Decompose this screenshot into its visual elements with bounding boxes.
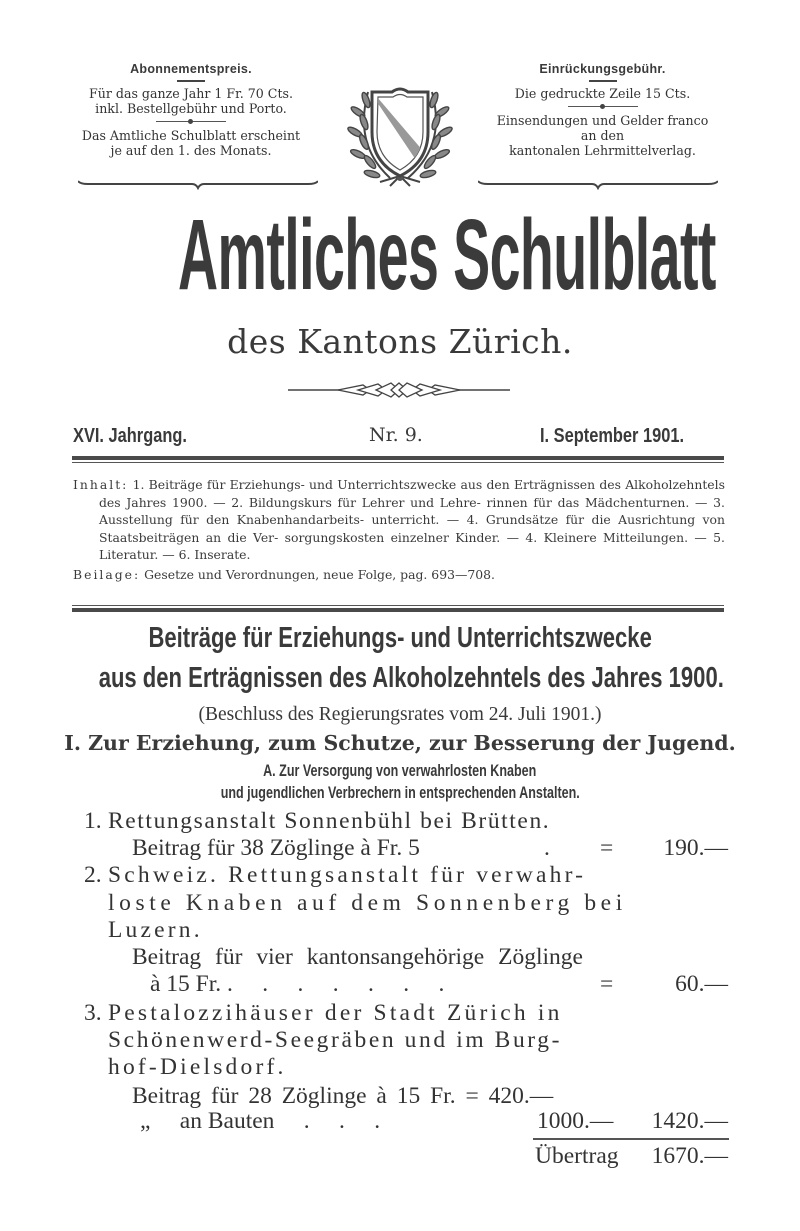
item-name-text: Rettungsanstalt Sonnenbühl bei Brütten.	[108, 808, 551, 834]
article-title-text: Beiträge für Erziehungs- und Unterrichtszwecke	[148, 622, 652, 654]
subsection-heading-A	[0, 762, 800, 781]
masthead-title	[0, 199, 800, 311]
contents-label: Inhalt:	[73, 477, 129, 492]
article-title-text: aus den Erträgnissen des Alkoholzehntels des Jahres 1900.	[98, 662, 724, 694]
ornament-divider	[568, 102, 638, 111]
submission-line: an den	[580, 127, 625, 143]
article-title-line2	[0, 662, 800, 695]
contents-line: — 6. Inserate.	[162, 547, 251, 563]
issue-date-text: I. September 1901.	[540, 425, 685, 447]
brace-divider	[78, 180, 318, 190]
item-name: loste Knaben auf dem Sonnenberg bei	[108, 890, 627, 916]
contents-paragraph	[73, 476, 725, 564]
carry-over-amount: 1670.—	[651, 1143, 728, 1169]
carry-over-label: Übertrag	[535, 1143, 619, 1169]
issue-number-text: Nr. 9.	[369, 424, 423, 446]
item-number: 1.	[84, 808, 102, 834]
article-title-line1	[0, 622, 800, 655]
masthead-title-text: Amtliches Schulblatt	[178, 199, 716, 311]
item-amount: 190.—	[663, 835, 728, 861]
ornament-divider	[288, 380, 510, 400]
supplement-text: Gesetze und Verordnungen, neue Folge, pag. 693—708.	[144, 566, 495, 582]
item-name: Schönenwerd-Seegräben und im Burg-	[108, 1027, 563, 1053]
item-detail: Beitrag für 38 Zöglinge à Fr. 5	[132, 835, 420, 861]
supplement-label: Beilage:	[73, 566, 141, 582]
item-name	[108, 808, 550, 835]
submission-line: kantonalen Lehrmittelverlag.	[509, 142, 696, 158]
subsection-text: und jugendlichen Verbrechern in entsprechenden Anstalten.	[220, 784, 580, 802]
contents-line: unterricht. — 4. Grundsätze für die Ausrichtung von Staatsbeiträgen an die Ver-	[99, 512, 725, 545]
subscription-heading: Abonnementspreis.	[130, 62, 252, 76]
publication-line: je auf den 1. des Monats.	[110, 142, 272, 158]
price-line: inkl. Bestellgebühr und Porto.	[95, 100, 287, 116]
insertion-heading: Einrückungsgebühr.	[539, 62, 666, 76]
item-name: Schweiz. Rettungsanstalt für verwahr-	[108, 862, 587, 888]
volume-text: XVI. Jahrgang.	[73, 425, 187, 447]
price-line: Für das ganze Jahr 1 Fr. 70 Cts.	[89, 85, 293, 101]
insertion-fee-box	[470, 62, 735, 158]
leader-dot: .	[544, 835, 550, 861]
coat-of-arms-icon	[340, 82, 458, 192]
subsection-text: A. Zur Versorgung von verwahrlosten Knaben	[263, 762, 537, 780]
contents-line: 1. Beiträge für Erziehungs- und Unterrichtszwecke aus den Erträgnissen	[132, 477, 596, 492]
item-number: 2.	[84, 862, 102, 888]
item-detail: „ an Bauten . . .	[140, 1108, 381, 1134]
item-detail: Beitrag für vier kantonsangehörige Zöglinge	[132, 944, 583, 970]
item-detail: à 15 Fr. . . . . . . .	[150, 971, 445, 997]
volume-label	[73, 423, 212, 448]
sub-amount: 1000.—	[537, 1108, 614, 1134]
brace-divider	[478, 180, 718, 190]
contents-line: sorgungskosten einzelner Kinder. — 4. Kleinere Mitteilungen. — 5. Literatur.	[99, 529, 725, 563]
item-name: hof-Dielsdorf.	[108, 1054, 287, 1080]
issue-number	[369, 424, 423, 446]
divider	[589, 80, 617, 82]
supplement-line	[73, 566, 725, 584]
equals-sign: =	[600, 971, 614, 997]
contents-line: des Alkoholzehntels des Jahres 1900. — 2. Bildungskurs für Lehrer und Lehre-	[99, 477, 725, 510]
submission-line: Einsendungen und Gelder franco	[496, 112, 709, 128]
item-detail: Beitrag für 28 Zöglinge à 15 Fr. = 420.—	[132, 1083, 554, 1109]
contents-line: rinnen für das Mädchenturnen. — 3. Ausstellung für den Knabenhandarbeits-	[99, 494, 725, 528]
item-name: Pestalozzihäuser der Stadt Zürich in	[108, 1000, 563, 1026]
item-amount: 60.—	[675, 971, 728, 997]
subsection-heading-A	[0, 784, 800, 803]
table-of-contents	[73, 476, 725, 584]
item-number: 3.	[84, 1000, 102, 1026]
double-rule	[72, 456, 724, 463]
ornament-divider	[156, 117, 226, 126]
equals-sign: =	[600, 835, 614, 861]
item-name: Luzern.	[108, 917, 203, 943]
masthead-subtitle: des Kantons Zürich.	[227, 322, 573, 361]
decision-note: (Beschluss des Regierungsrates vom 24. Juli 1901.)	[198, 704, 602, 725]
double-rule	[72, 605, 724, 612]
item-amount: 1420.—	[651, 1108, 728, 1134]
sum-rule	[533, 1138, 729, 1140]
section-heading-I: I. Zur Erziehung, zum Schutze, zur Besserung der Jugend.	[64, 731, 736, 755]
issue-date	[540, 423, 716, 448]
subscription-price-box	[62, 62, 320, 158]
publication-line: Das Amtliche Schulblatt erscheint	[81, 127, 301, 143]
fee-line: Die gedruckte Zeile 15 Cts.	[514, 85, 691, 101]
divider	[177, 80, 205, 82]
